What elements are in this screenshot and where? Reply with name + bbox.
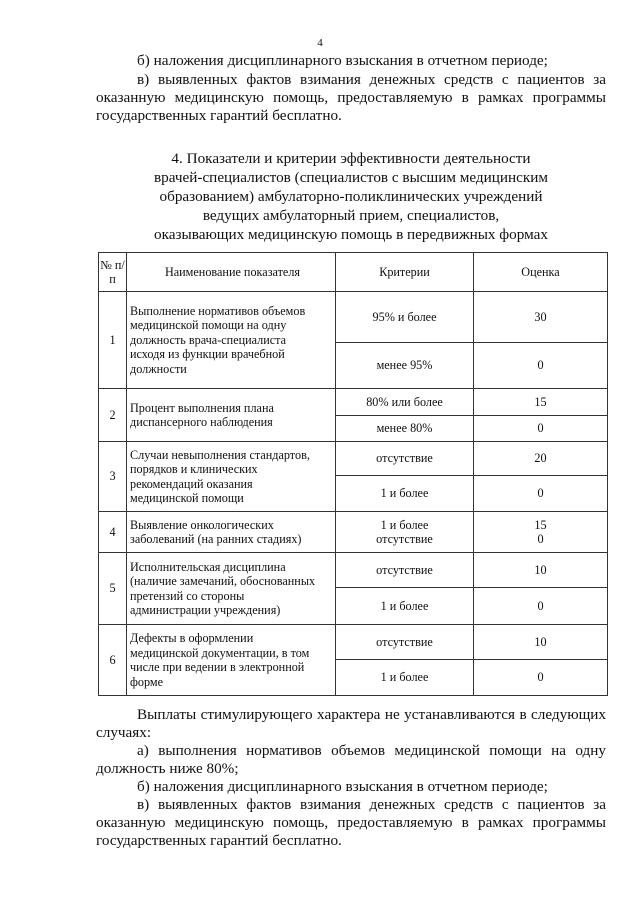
indicator-name [127,292,336,389]
row-number: 6 [99,625,127,696]
score-value: 15 [474,389,608,416]
criteria-value: 1 и более [336,476,474,512]
score-line: 15 [534,517,547,532]
criteria-value: отсутствие [336,625,474,660]
row-number: 3 [99,442,127,512]
criteria-value: 95% и более [336,292,474,343]
indicator-name [127,389,336,442]
table-row [99,625,608,660]
indicator-name-line: порядков и клинических [130,462,258,476]
heading-line: врачей-специалистов (специалистов с высшим медицинским [153,169,549,186]
criteria-value [336,512,474,553]
section-heading [96,149,606,244]
indicator-name [127,625,336,696]
score-value [474,512,608,553]
indicator-name-line: Процент выполнения плана [130,400,274,415]
table-row [99,553,608,588]
indicator-name-line: исходя из функции врачебной [130,347,285,362]
heading-line: оказывающих медицинскую помощь в передвижных формах [154,226,548,243]
indicator-name-line: Выполнение нормативов объемов [130,303,306,318]
paragraph-b-top: б) наложения дисциплинарного взыскания в отчетном периоде; [137,52,548,69]
indicator-name-line: медицинской помощи на одну [130,318,287,333]
criteria-line: отсутствие [376,532,433,546]
score-value: 0 [474,343,608,389]
indicator-name [127,512,336,553]
heading-line: образованием) амбулаторно-поликлинических учреждений [159,188,543,205]
criteria-table [98,252,608,696]
indicator-name [127,553,336,625]
table-header-row [99,253,608,292]
indicator-name-line: медицинской документации, в том [130,645,310,660]
score-value: 0 [474,588,608,625]
score-value: 10 [474,553,608,588]
indicator-name-line: медицинской помощи [130,491,244,505]
criteria-value: 1 и более [336,588,474,625]
indicator-name [127,442,336,512]
table-row [99,389,608,416]
row-number: 5 [99,553,127,625]
criteria-value: отсутствие [336,553,474,588]
paragraph-v-bottom: в) выявленных фактов взимания денежных средств с пациентов за оказанную медицинскую помощь, предоставляемую в рамках программы государственных гарантий бесплатно. [96,796,606,849]
page-number: 4 [317,37,323,49]
criteria-value: менее 95% [336,343,474,389]
heading-line: ведущих амбулаторный прием, специалистов, [202,207,500,224]
table-row [99,442,608,476]
row-number: 1 [99,292,127,389]
table-row [99,512,608,553]
indicator-name-line: администрации учреждения) [130,603,281,617]
indicator-name-line: Выявление онкологических [130,517,274,532]
criteria-line: 1 и более [380,517,429,532]
paragraph-b-bottom: б) наложения дисциплинарного взыскания в отчетном периоде; [137,778,548,795]
criteria-value: менее 80% [336,416,474,442]
score-value: 0 [474,660,608,696]
header-score: Оценка [474,253,608,292]
paragraph-v-top: в) выявленных фактов взимания денежных средств с пациентов за оказанную медицинскую помощь, предоставляемую в рамках программы государственных гарантий бесплатно. [96,71,606,124]
paragraph-a-bottom: а) выполнения нормативов объемов медицинской помощи на одну должность ниже 80%; [96,742,606,777]
paragraph-no-payments: Выплаты стимулирующего характера не устанавливаются в следующих случаях: [96,706,606,741]
header-criteria: Критерии [336,253,474,292]
criteria-value: 80% или более [336,389,474,416]
score-value: 10 [474,625,608,660]
score-value: 20 [474,442,608,476]
indicator-name-line: рекомендаций оказания [130,476,253,491]
indicator-name-line: форме [130,674,164,689]
indicator-name-line: претензий со стороны [130,588,245,603]
header-indicator-name: Наименование показателя [127,253,336,292]
indicator-name-line: заболеваний (на ранних стадиях) [130,532,302,546]
indicator-name-line: Исполнительская дисциплина [130,559,286,574]
indicator-name-line: должности [130,361,187,376]
indicator-name-line: Дефекты в оформлении [130,631,254,645]
criteria-value: отсутствие [336,442,474,476]
header-number: № п/п [99,253,127,292]
score-value: 0 [474,476,608,512]
table-row [99,292,608,343]
indicator-name-line: диспансерного наблюдения [130,415,273,429]
indicator-name-line: числе при ведении в электронной [130,660,305,674]
heading-line: 4. Показатели и критерии эффективности деятельности [171,150,531,167]
row-number: 2 [99,389,127,442]
indicator-name-line: должность врача-специалиста [130,332,287,347]
score-value: 30 [474,292,608,343]
score-line: 0 [537,532,544,546]
criteria-value: 1 и более [336,660,474,696]
row-number: 4 [99,512,127,553]
score-value: 0 [474,416,608,442]
indicator-name-line: (наличие замечаний, обоснованных [130,574,316,588]
indicator-name-line: Случаи невыполнения стандартов, [130,447,310,462]
